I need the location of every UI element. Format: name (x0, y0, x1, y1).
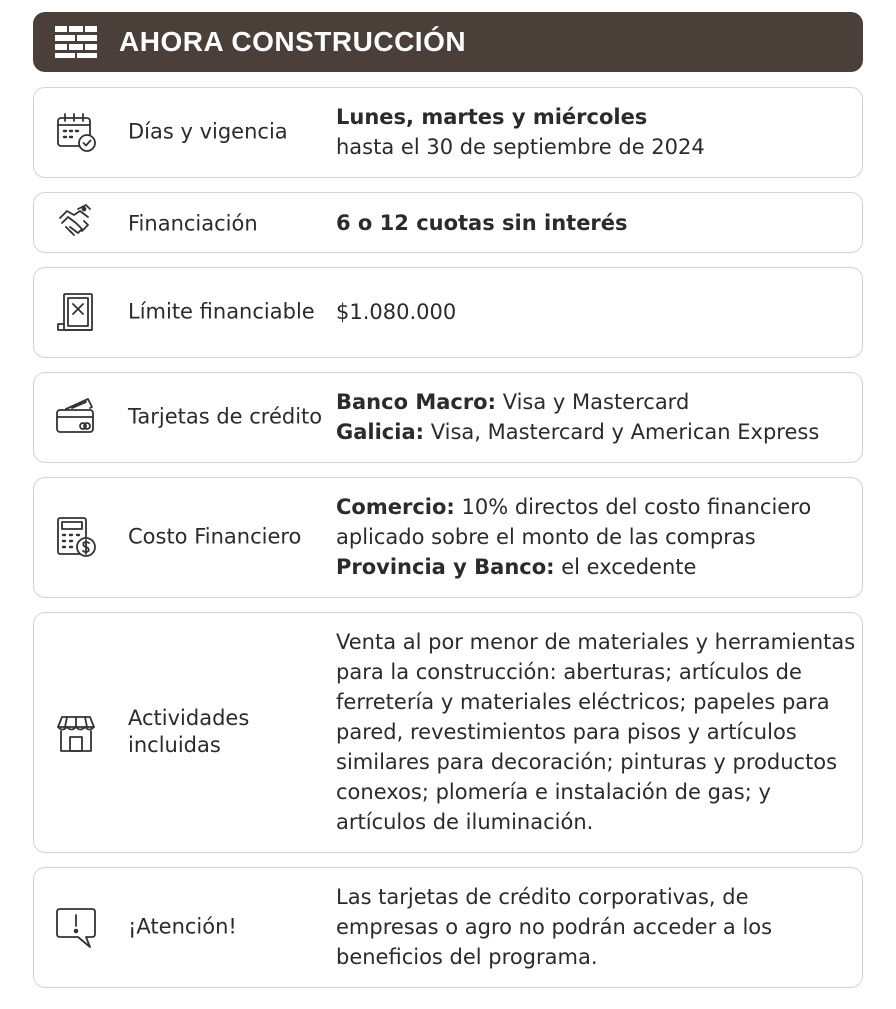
program-title: AHORA CONSTRUCCIÓN (119, 26, 467, 57)
program-header (33, 12, 863, 72)
bank-name: Galicia: (336, 420, 425, 444)
row-value: Las tarjetas de crédito corporativas, de empresas o agro no podrán acceder a los beneficios del programa. (336, 885, 773, 969)
payer-detail: el excedente (554, 555, 697, 579)
row-label: Actividades incluidas (128, 706, 250, 757)
row-value (336, 102, 858, 162)
row-costo-financiero (33, 477, 863, 598)
row-tarjetas (33, 372, 863, 463)
bank-macro-line (336, 387, 858, 417)
calendar-check-icon (54, 110, 98, 154)
bank-galicia-line (336, 417, 858, 447)
row-label: Días y vigencia (128, 119, 288, 144)
handshake-icon (54, 201, 98, 245)
payer-name: Provincia y Banco: (336, 555, 555, 579)
comercio-line-2: aplicado sobre el monto de las compras (336, 525, 756, 549)
limit-document-icon (54, 290, 98, 334)
row-dias-vigencia (33, 87, 863, 178)
row-label: Financiación (128, 211, 258, 236)
row-label: ¡Atención! (128, 914, 237, 939)
brick-wall-icon (55, 26, 97, 58)
payer-name: Comercio: (336, 495, 455, 519)
row-value: $1.080.000 (336, 300, 457, 324)
dias-line: Lunes, martes y miércoles (336, 105, 648, 129)
row-atencion (33, 867, 863, 988)
payer-detail: 10% directos del costo financiero (454, 495, 812, 519)
row-actividades (33, 612, 863, 853)
bank-cards: Visa, Mastercard y American Express (424, 420, 820, 444)
row-limite (33, 267, 863, 358)
row-value (336, 387, 858, 447)
alert-bubble-icon (54, 905, 98, 949)
provincia-line (336, 552, 858, 582)
bank-cards: Visa y Mastercard (496, 390, 690, 414)
row-label: Tarjetas de crédito (128, 404, 323, 429)
vigencia-line: hasta el 30 de septiembre de 2024 (336, 135, 705, 159)
calculator-coin-icon (54, 515, 98, 559)
row-label: Costo Financiero (128, 524, 302, 549)
comercio-line (336, 492, 858, 522)
storefront-icon (54, 711, 98, 755)
row-value (336, 492, 858, 582)
bank-name: Banco Macro: (336, 390, 497, 414)
credit-cards-icon (54, 393, 98, 437)
row-value: 6 o 12 cuotas sin interés (336, 211, 628, 235)
row-value: Venta al por menor de materiales y herramientas para la construcción: aberturas; artículos de ferretería y materiales eléctricos; papeles para pared, revestimientos para pisos y artículos similares para decoración; pinturas y productos conexos; plomería e instalación de gas; y artículos de iluminación. (336, 630, 856, 834)
row-financiacion (33, 192, 863, 253)
row-label: Límite financiable (128, 299, 315, 324)
